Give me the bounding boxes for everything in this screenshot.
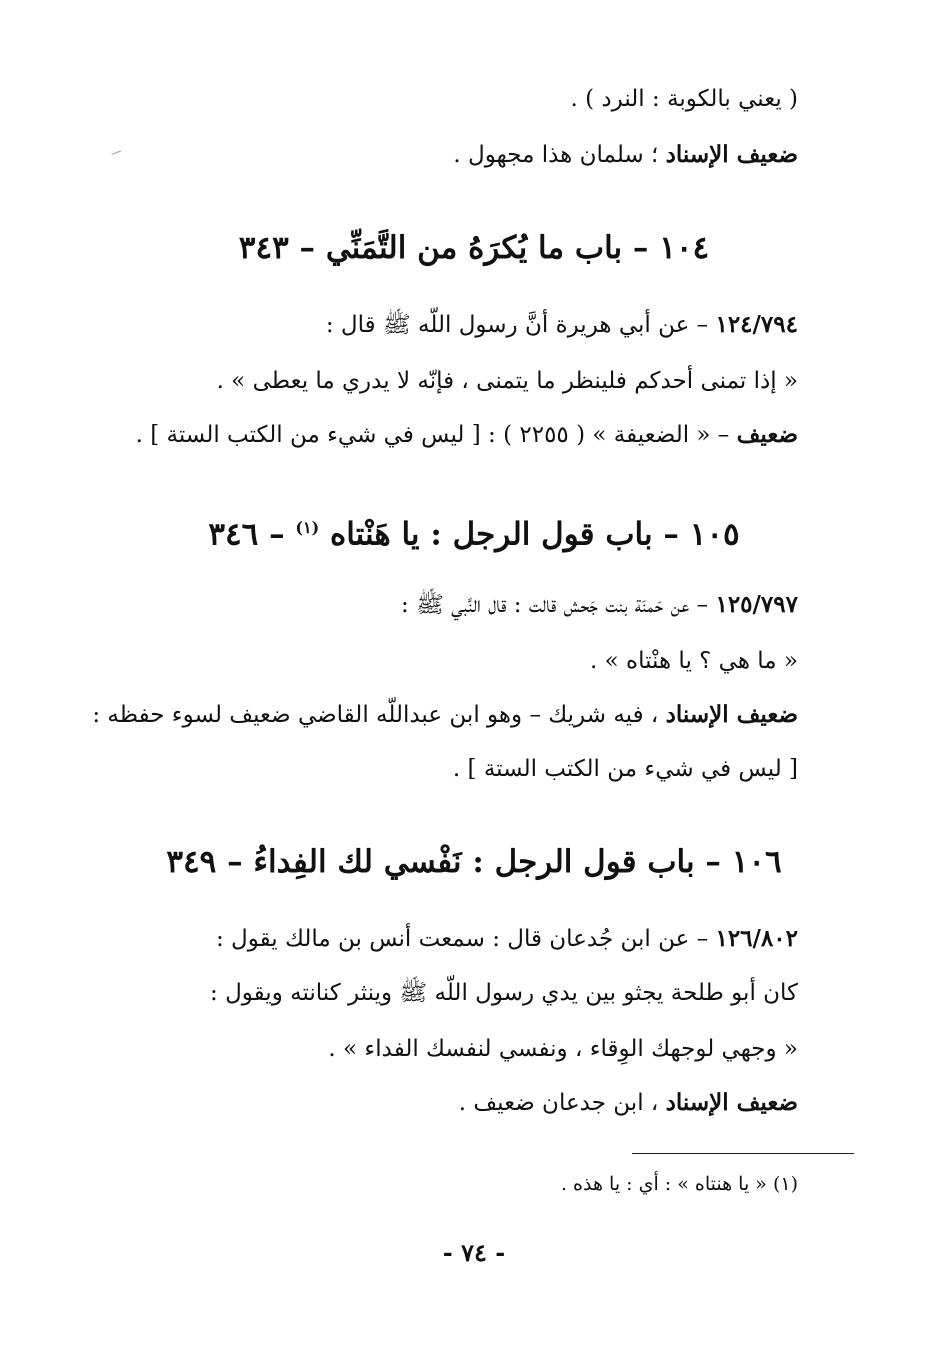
grade-label: ضعيف الإسناد xyxy=(665,1089,798,1116)
heading-part-1: ١٠٥ – باب قول الرجل : يا هَنْتاه xyxy=(329,516,740,553)
hadith-number: ١٢٥/٧٩٧ xyxy=(715,591,798,618)
hadith-text-line-2: كان أبو طلحة يجثو بين يدي رسول اللّه ﷺ وينثر كنانته ويقول : xyxy=(210,980,798,1006)
hadith-line xyxy=(96,922,798,956)
hadith-quote: « وجهي لوجهك الوِقاء ، ونفسي لنفسك الفداء » . xyxy=(328,1036,798,1062)
grade-label: ضعيف xyxy=(736,421,798,448)
grade-line xyxy=(110,1086,798,1120)
chapter-heading-105 xyxy=(110,506,838,556)
footnote-divider xyxy=(632,1153,854,1154)
grade-text: ، ابن جدعان ضعيف . xyxy=(458,1090,659,1116)
grade-line xyxy=(110,418,798,452)
hadith-quote: « ما هي ؟ يا هنْتاه » . xyxy=(590,648,798,674)
hadith-line xyxy=(110,308,798,342)
grade-line xyxy=(92,698,798,732)
hadith-text: – عن أبي هريرة أنَّ رسول اللّه ﷺ قال : xyxy=(325,312,709,338)
page-number: - ٧٤ - xyxy=(442,1238,506,1267)
hadith-line xyxy=(110,588,798,622)
hadith-number: ١٢٤/٧٩٤ xyxy=(715,311,798,338)
heading-part-2: – ٣٤٦ xyxy=(208,516,285,553)
hadith-quote: « إذا تمنى أحدكم فلينظر ما يتمنى ، فإنّه لا يدري ما يعطى » . xyxy=(216,368,798,394)
grade-text: – « الضعيفة » ( ٢٢٥٥ ) : [ ليس في شيء من الكتب الستة ] . xyxy=(135,422,730,448)
grade-text: ؛ سلمان هذا مجهول . xyxy=(453,142,659,168)
intro-line-2 xyxy=(110,138,798,172)
chapter-heading-106: ١٠٦ – باب قول الرجل : نَفْسي لك الفِداءُ – ٣٤٩ xyxy=(166,844,782,880)
chapter-heading-104: ١٠٤ – باب ما يُكرَهُ من التَّمَنِّي – ٣٤٣ xyxy=(238,230,710,266)
grade-label: ضعيف الإسناد xyxy=(665,701,798,728)
grade-continuation: [ ليس في شيء من الكتب الستة ] . xyxy=(452,756,798,782)
footnote-marker: (١) xyxy=(295,518,320,537)
hadith-text: – عن حَمنَة بنت جَحش قالت : قال النَّبي ﷺ : xyxy=(401,592,709,618)
hadith-number: ١٢٦/٨٠٢ xyxy=(715,925,798,952)
grade-label: ضعيف الإسناد xyxy=(665,141,798,168)
hadith-text: – عن ابن جُدعان قال : سمعت أنس بن مالك يقول : xyxy=(215,926,709,952)
grade-text: ، فيه شريك – وهو ابن عبداللّه القاضي ضعيف لسوء حفظه : xyxy=(92,702,659,728)
intro-line-1: ( يعني بالكوبة : النرد ) . xyxy=(570,86,798,112)
footnote: (١) « يا هنتاه » : أي : يا هذه . xyxy=(560,1173,798,1195)
